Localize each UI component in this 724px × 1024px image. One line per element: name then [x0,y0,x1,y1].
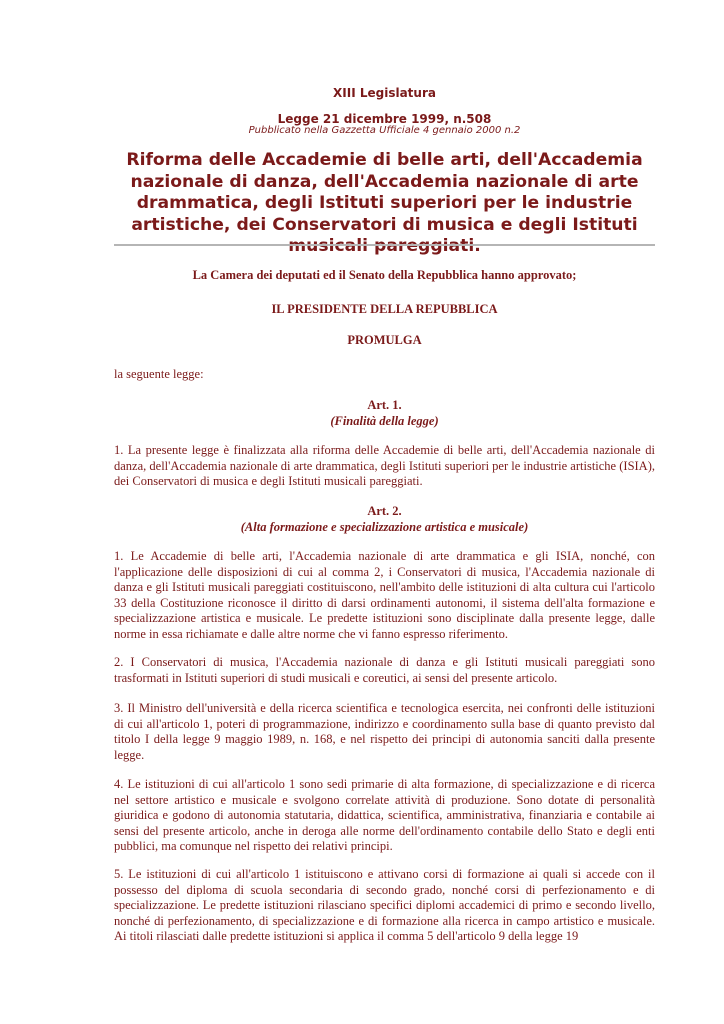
article-number: Art. 1. [367,398,402,412]
legge-heading: Legge 21 dicembre 1999, n.508 [277,112,492,126]
horizontal-divider [114,244,655,246]
article-2-paragraph-4: 4. Le istituzioni di cui all'articolo 1 sono sedi primarie di alta formazione, di specializzazione e di ricerca nel settore artistico e musicale e svolgono correlate attività di produzione. Sono dotate di personalità giuridica e godono di autonomia statutaria, didattica, scientifica, amministrativa, finanziaria e contabile ai sensi del presente articolo, anche in deroga alle norme dell'ordinamento contabile dello Stato e degli enti pubblici, ma comunque nel rispetto dei relativi principi. [114,777,655,854]
president-heading: IL PRESIDENTE DELLA REPUBBLICA [271,302,498,316]
document-title: Riforma delle Accademie di belle arti, dell'Accademia nazionale di danza, dell'Accademia nazionale di arte drammatica, degli Istituti superiori per le industrie artistiche, dei Conservatori di musica e degli Istituti musicali pareggiati. [126,150,643,256]
seguente-legge-text: la seguente legge: [114,367,204,381]
gazzetta-note: Pubblicato nella Gazzetta Ufficiale 4 gennaio 2000 n.2 [248,125,521,136]
article-2-paragraph-2: 2. I Conservatori di musica, l'Accademia nazionale di danza e gli Istituti musicali pareggiati sono trasformati in Istituti superiori di studi musicali e coreutici, ai sensi del presente articolo. [114,655,655,685]
legislatura-heading: XIII Legislatura [333,86,436,100]
approval-statement: La Camera dei deputati ed il Senato della Repubblica hanno approvato; [192,268,577,282]
article-1-heading [114,397,655,429]
article-subtitle: (Alta formazione e specializzazione artistica e musicale) [240,520,529,534]
article-number: Art. 2. [367,504,402,518]
article-2-paragraph-5: 5. Le istituzioni di cui all'articolo 1 istituiscono e attivano corsi di formazione ai quali si accede con il possesso del diploma di scuola secondaria di secondo grado, nonché corsi di perfezionamento e di specializzazione. Le predette istituzioni rilasciano specifici diplomi accademici di primo e secondo livello, nonché di perfezionamento, di specializzazione e di formazione alla ricerca in campo artistico e musicale. Ai titoli rilasciati dalle predette istituzioni si applica il comma 5 dell'articolo 9 della legge 19 [114,867,655,944]
article-2-paragraph-3: 3. Il Ministro dell'università e della ricerca scientifica e tecnologica esercita, nei confronti delle istituzioni di cui all'articolo 1, poteri di programmazione, indirizzo e coordinamento sulla base di quanto previsto dal titolo I della legge 9 maggio 1989, n. 168, e nel rispetto dei principi di autonomia sanciti dalla presente legge. [114,701,655,762]
article-2-paragraph-1: 1. Le Accademie di belle arti, l'Accademia nazionale di arte drammatica e gli ISIA, nonché, con l'applicazione delle disposizioni di cui al comma 2, i Conservatori di musica, l'Accademia nazionale di danza e gli Istituti musicali pareggiati costituiscono, nell'ambito delle istituzioni di alta cultura cui l'articolo 33 della Costituzione riconosce il diritto di darsi ordinamenti autonomi, il sistema dell'alta formazione e specializzazione artistica e musicale. Le predette istituzioni sono disciplinate dalla presente legge, dalle norme in essa richiamate e dalle altre norme che vi fanno espresso riferimento. [114,549,655,641]
promulga-heading: PROMULGA [347,333,422,347]
article-1-paragraph-1: 1. La presente legge è finalizzata alla riforma delle Accademie di belle arti, dell'Accademia nazionale di danza, dell'Accademia nazionale di arte drammatica, degli Istituti superiori per le industrie artistiche (ISIA), dei Conservatori di musica e degli Istituti musicali pareggiati. [114,443,655,489]
article-2-heading [114,503,655,535]
article-subtitle: (Finalità della legge) [330,414,439,428]
